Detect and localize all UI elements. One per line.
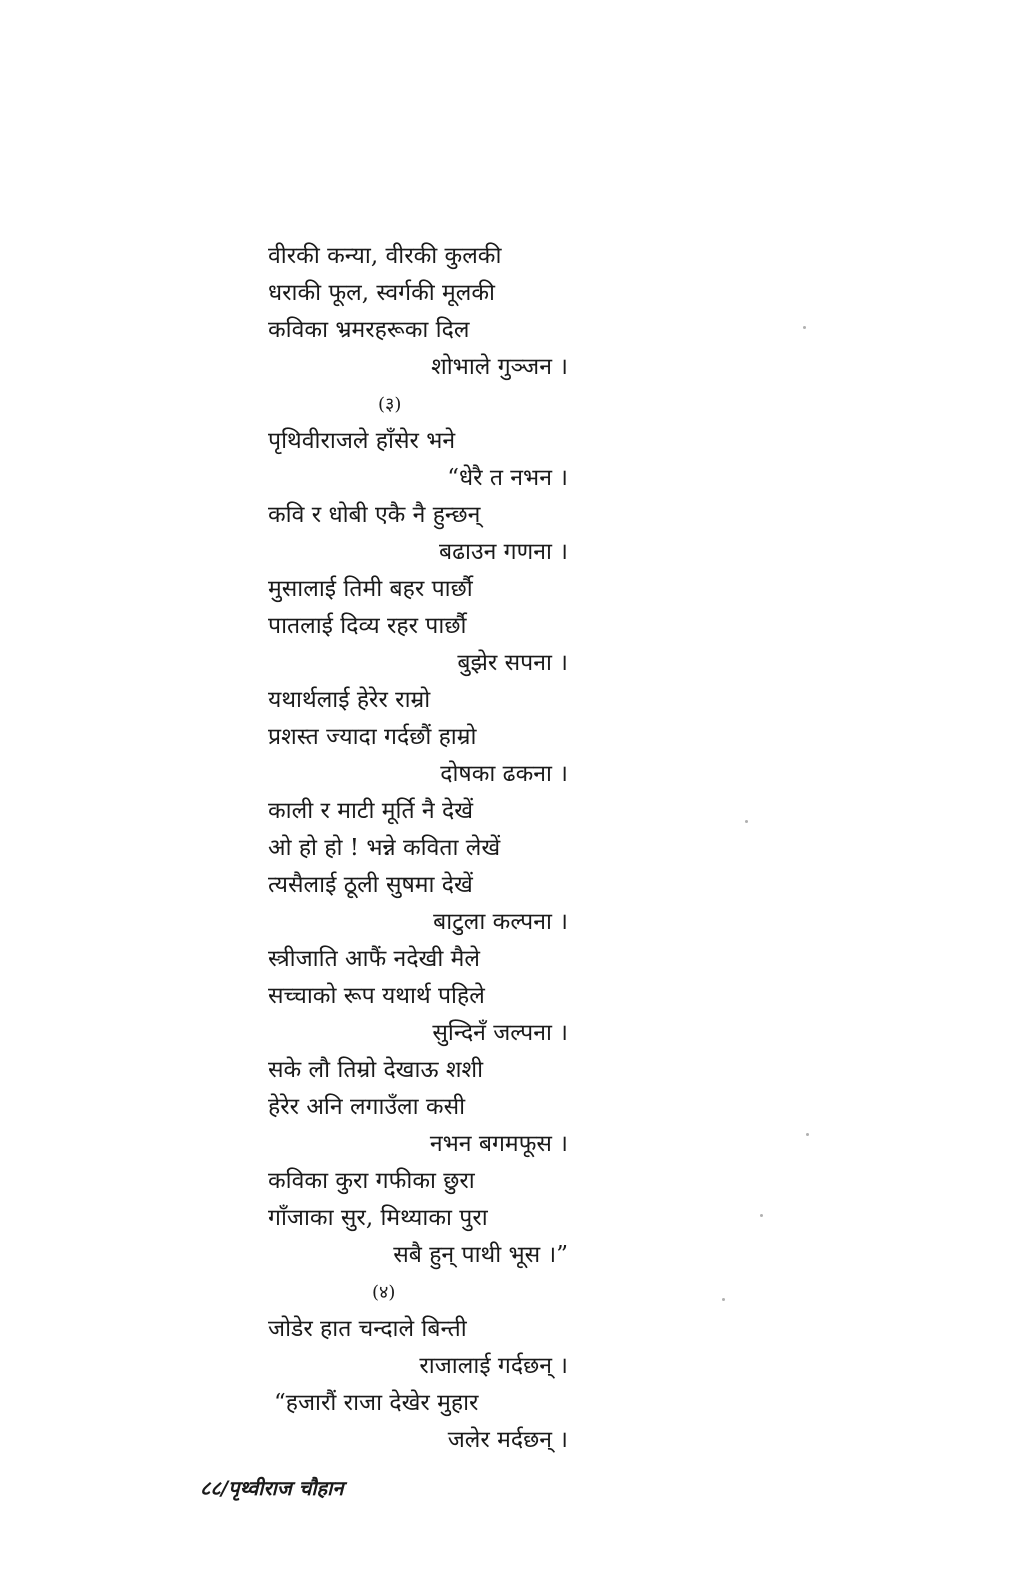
poem-line: स्त्रीजाति आफैं नदेखी मैले	[268, 946, 480, 972]
poem-body	[268, 238, 568, 1459]
poem-line: मुसालाई तिमी बहर पार्छौ	[268, 576, 473, 602]
poem-line: धराकी फूल, स्वर्गकी मूलकी	[268, 280, 495, 306]
poem-line: कवि र धोबी एकै नै हुन्छन्	[268, 502, 481, 528]
poem-line: राजालाई गर्दछन् ।	[419, 1353, 568, 1379]
stanza-number: (३)	[378, 394, 402, 415]
page-footer: ८८/पृथ्वीराज चौहान	[200, 1476, 344, 1500]
poem-line: “धेरै त नभन ।	[447, 465, 568, 491]
poem-line: जोडेर हात चन्दाले बिन्ती	[268, 1316, 467, 1342]
poem-line: बढाउन गणना ।	[438, 539, 568, 565]
poem-line: नभन बगमफूस ।	[429, 1131, 568, 1157]
poem-line: काली र माटी मूर्ति नै देखें	[268, 798, 474, 824]
poem-line: सच्चाको रूप यथार्थ पहिले	[268, 983, 485, 1009]
poem-line: “हजारौं राजा देखेर मुहार	[274, 1390, 479, 1416]
scan-speck	[745, 820, 748, 823]
poem-line: सबै हुन् पाथी भूस ।”	[393, 1242, 568, 1268]
poem-line: कविका भ्रमरहरूका दिल	[268, 317, 470, 343]
poem-line: शोभाले गुञ्जन ।	[431, 354, 568, 380]
poem-line: दोषका ढकना ।	[440, 761, 568, 787]
poem-line: वीरकी कन्या, वीरकी कुलकी	[268, 243, 502, 269]
poem-line: त्यसैलाई ठूली सुषमा देखें	[268, 872, 473, 898]
poem-line: बुझेर सपना ।	[457, 650, 568, 676]
poem-line: गाँजाका सुर, मिथ्याका पुरा	[268, 1205, 488, 1231]
stanza-number: (४)	[372, 1282, 396, 1303]
poem-line: बाटुला कल्पना ।	[433, 909, 568, 935]
scan-speck	[722, 1298, 725, 1301]
poem-line: पातलाई दिव्य रहर पार्छौ	[268, 613, 467, 639]
scan-speck	[803, 326, 806, 329]
poem-line: पृथिवीराजले हाँसेर भने	[268, 428, 456, 454]
poem-line: ओ हो हो ! भन्ने कविता लेखें	[268, 835, 501, 861]
scan-speck	[806, 1133, 809, 1136]
poem-line: प्रशस्त ज्यादा गर्दछौं हाम्रो	[268, 724, 477, 750]
poem-line: कविका कुरा गफीका छुरा	[268, 1168, 475, 1194]
poem-line: जलेर मर्दछन् ।	[447, 1427, 568, 1453]
poem-line: यथार्थलाई हेरेर राम्रो	[268, 687, 431, 713]
poem-line: हेरेर अनि लगाउँला कसी	[268, 1094, 466, 1120]
poem-line: सके लौ तिम्रो देखाऊ शशी	[268, 1057, 484, 1083]
poem-line: सुन्दिनँ जल्पना ।	[432, 1020, 568, 1046]
scan-speck	[760, 1214, 763, 1217]
